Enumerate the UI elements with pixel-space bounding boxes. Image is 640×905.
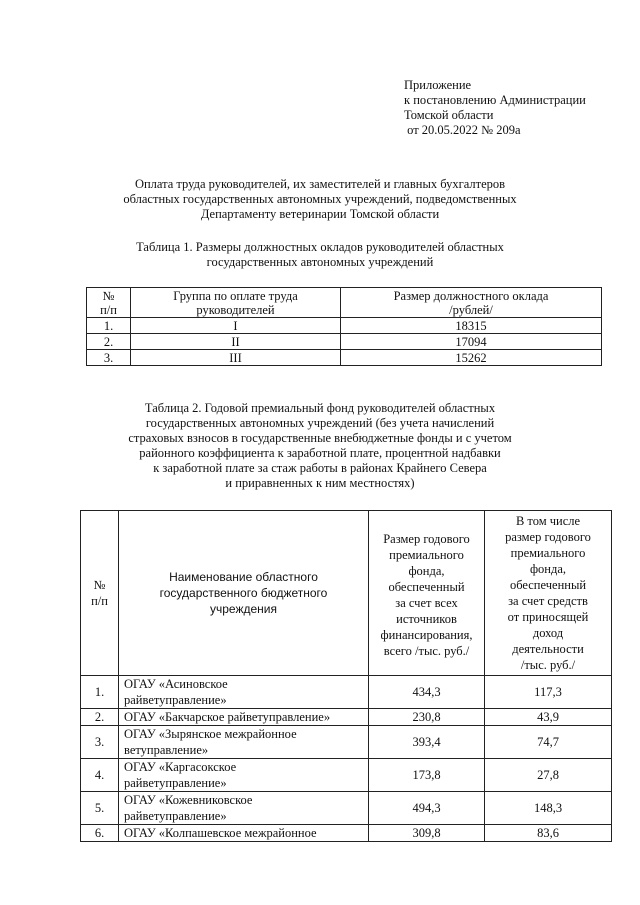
- header-text: №: [93, 578, 106, 592]
- cell-num: 6.: [81, 825, 119, 842]
- header-text: /тыс. руб./: [520, 658, 576, 672]
- header-income-fund: [485, 511, 612, 676]
- cell-salary: 15262: [341, 350, 602, 366]
- title-line: Оплата труда руководителей, их заместителей и главных бухгалтеров: [134, 177, 506, 191]
- org-text: райветуправление»: [124, 776, 227, 790]
- cell-income: 43,9: [485, 709, 612, 726]
- appendix-line: Томской области: [404, 108, 494, 122]
- caption-line: страховых взносов в государственные внебюджетные фонды и с учетом: [128, 431, 512, 445]
- table-row: [81, 726, 612, 759]
- table1-caption: [60, 240, 580, 270]
- salary-table: [86, 287, 602, 366]
- caption-line: районного коэффициента к заработной плате, процентной надбавки: [139, 446, 501, 460]
- header-text: государственного бюджетного: [159, 586, 328, 600]
- table2-caption: [60, 401, 580, 491]
- header-text: учреждения: [210, 602, 277, 616]
- cell-total: 173,8: [369, 759, 485, 792]
- header-text: источников: [396, 612, 457, 626]
- caption-line: государственных автономных учреждений (без учета начислений: [145, 416, 495, 430]
- cell-org: ОГАУ «Колпашевское межрайонное: [119, 825, 369, 842]
- org-text: ОГАУ «Каргасокское: [124, 760, 237, 774]
- cell-salary: 17094: [341, 334, 602, 350]
- cell-income: 117,3: [485, 676, 612, 709]
- cell-num: 2.: [81, 709, 119, 726]
- table-row: [81, 792, 612, 825]
- cell-group: I: [131, 318, 341, 334]
- table-row: [87, 318, 602, 334]
- header-text: /рублей/: [449, 302, 493, 317]
- header-text: обеспеченный: [388, 580, 465, 594]
- caption-line: Таблица 2. Годовой премиальный фонд руководителей областных: [144, 401, 496, 415]
- header-group: [131, 288, 341, 318]
- header-total-fund: [369, 511, 485, 676]
- header-text: Размер годового: [383, 532, 470, 546]
- header-org-name: [119, 511, 369, 676]
- cell-income: 148,3: [485, 792, 612, 825]
- cell-num: 1.: [87, 318, 131, 334]
- header-text: руководителей: [196, 302, 275, 317]
- document-title: [60, 177, 580, 222]
- caption-line: государственных автономных учреждений: [206, 255, 434, 269]
- header-salary: [341, 288, 602, 318]
- appendix-block: [404, 78, 634, 138]
- cell-org: [119, 676, 369, 709]
- cell-group: III: [131, 350, 341, 366]
- table-row: [87, 350, 602, 366]
- org-text: райветуправление»: [124, 809, 227, 823]
- cell-income: 74,7: [485, 726, 612, 759]
- table-row: [81, 825, 612, 842]
- org-text: райветуправление»: [124, 693, 227, 707]
- org-text: ОГАУ «Кожевниковское: [124, 793, 253, 807]
- header-text: Группа по оплате труда: [173, 288, 298, 303]
- header-text: доход: [532, 626, 564, 640]
- cell-total: 393,4: [369, 726, 485, 759]
- appendix-line: Приложение: [404, 78, 472, 92]
- header-text: всего /тыс. руб./: [383, 644, 470, 658]
- caption-line: и приравненных к ним местностях): [225, 476, 415, 490]
- cell-total: 494,3: [369, 792, 485, 825]
- cell-num: 1.: [81, 676, 119, 709]
- cell-total: 434,3: [369, 676, 485, 709]
- cell-group: II: [131, 334, 341, 350]
- header-text: п/п: [91, 594, 108, 608]
- table-row: [81, 759, 612, 792]
- bonus-fund-table: [80, 510, 612, 842]
- cell-org: ОГАУ «Бакчарское райветуправление»: [119, 709, 369, 726]
- cell-income: 83,6: [485, 825, 612, 842]
- header-text: обеспеченный: [509, 578, 587, 592]
- header-text: фонда,: [529, 562, 567, 576]
- header-text: фонда,: [408, 564, 445, 578]
- title-line: областных государственных автономных учреждений, подведомственных: [123, 192, 517, 206]
- header-text: В том числе: [515, 514, 581, 528]
- cell-total: 309,8: [369, 825, 485, 842]
- header-text: за счет всех: [395, 596, 458, 610]
- header-text: Размер должностного оклада: [393, 288, 549, 303]
- cell-org: [119, 726, 369, 759]
- title-line: Департаменту ветеринарии Томской области: [200, 207, 440, 221]
- table-header-row: [87, 288, 602, 318]
- cell-num: 2.: [87, 334, 131, 350]
- cell-org: [119, 792, 369, 825]
- table-header-row: [81, 511, 612, 676]
- header-text: №: [102, 288, 115, 303]
- cell-total: 230,8: [369, 709, 485, 726]
- header-text: финансирования,: [380, 628, 473, 642]
- cell-num: 5.: [81, 792, 119, 825]
- header-text: размер годового: [505, 530, 591, 544]
- header-text: Наименование областного: [169, 570, 318, 584]
- appendix-line: от 20.05.2022 № 209а: [404, 123, 521, 137]
- cell-org: [119, 759, 369, 792]
- org-text: ветуправление»: [124, 743, 209, 757]
- header-text: премиального: [510, 546, 586, 560]
- header-text: премиального: [389, 548, 464, 562]
- cell-num: 4.: [81, 759, 119, 792]
- header-num: [87, 288, 131, 318]
- org-text: ОГАУ «Асиновское: [124, 677, 228, 691]
- header-text: за счет средств: [508, 594, 588, 608]
- table-row: [81, 676, 612, 709]
- header-text: деятельности: [512, 642, 584, 656]
- table-row: [81, 709, 612, 726]
- cell-num: 3.: [87, 350, 131, 366]
- header-text: от приносящей: [507, 610, 589, 624]
- caption-line: к заработной плате за стаж работы в районах Крайнего Севера: [153, 461, 487, 475]
- header-text: п/п: [100, 302, 117, 317]
- table-row: [87, 334, 602, 350]
- cell-income: 27,8: [485, 759, 612, 792]
- appendix-line: к постановлению Администрации: [404, 93, 586, 107]
- header-num: [81, 511, 119, 676]
- cell-salary: 18315: [341, 318, 602, 334]
- cell-num: 3.: [81, 726, 119, 759]
- caption-line: Таблица 1. Размеры должностных окладов руководителей областных: [136, 240, 504, 254]
- org-text: ОГАУ «Зырянское межрайонное: [124, 727, 297, 741]
